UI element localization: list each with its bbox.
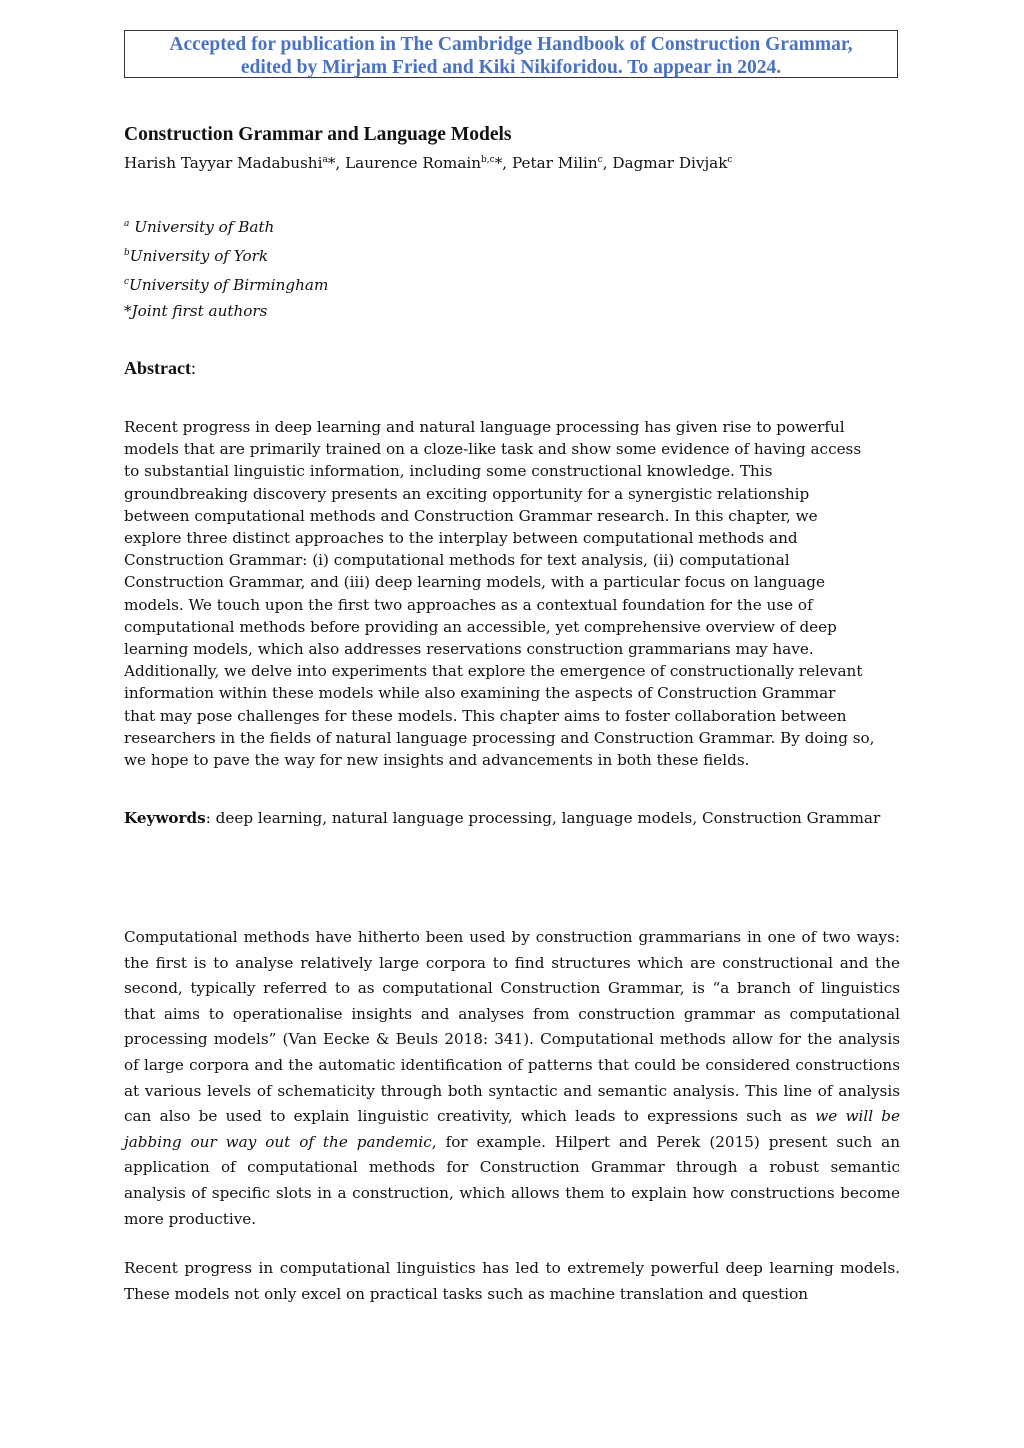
affiliation-text: University of Bath — [129, 218, 275, 236]
abstract-line: researchers in the fields of natural language processing and Construction Grammar. By doing so, — [124, 728, 875, 747]
paragraph-text: , for example. Hilpert and Perek (2015) present such an application of computational methods for Construction Grammar through a robust semantic analysis of specific slots in a construction, which allows them to explain how constructions become more productive. — [124, 1132, 901, 1228]
author-list — [124, 154, 732, 172]
abstract-line: Construction Grammar, and (iii) deep learning models, with a particular focus on language — [124, 573, 825, 592]
publication-notice-box — [124, 30, 898, 78]
abstract-colon: : — [190, 358, 196, 378]
abstract-line: information within these models while also examining the aspects of Construction Grammar — [124, 684, 836, 703]
author-name: Dagmar Divjak — [612, 154, 728, 172]
author-separator: , — [602, 154, 613, 172]
abstract-line: explore three distinct approaches to the interplay between computational methods and — [124, 529, 798, 548]
abstract-line: Construction Grammar: (i) computational methods for text analysis, (ii) computational — [124, 551, 790, 570]
abstract-line: models that are primarily trained on a cloze-like task and show some evidence of having access — [124, 440, 862, 459]
keywords — [124, 807, 900, 829]
joint-authors-note: *Joint first authors — [124, 302, 268, 320]
abstract-line: models. We touch upon the first two approaches as a contextual foundation for the use of — [124, 595, 813, 614]
abstract-line: Recent progress in deep learning and natural language processing has given rise to powerful — [124, 418, 845, 436]
author-name: Petar Milin — [511, 154, 598, 172]
affiliation-item — [124, 241, 328, 270]
italic-example: we will be jabbing our way out of the pandemic — [124, 1107, 900, 1151]
author-separator: *, — [494, 154, 512, 172]
affiliation-mark: b — [124, 248, 130, 258]
abstract-line: to substantial linguistic information, including some constructional knowledge. This — [124, 462, 773, 481]
paragraph-text: Computational methods have hitherto been used by construction grammarians in one of two ways: the first is to analyse relatively large corpora to find structures which are constructional and the second, typically referred to as computational Construction Grammar, is “a branch of linguistics that aims to operationalise insights and analyses from construction grammar as computational processing models” (Van Eecke & Beuls 2018: 341). Computational methods allow for the analysis of large corpora and the automatic identification of patterns that could be considered constructions at various levels of schematicity through both syntactic and semantic analysis. This line of analysis can also be used to explain linguistic creativity, which leads to expressions such as — [124, 928, 900, 1126]
body-paragraph-1 — [124, 925, 900, 1232]
affiliation-mark: a — [124, 219, 130, 229]
affiliation-mark: c — [124, 277, 130, 287]
publication-notice-line-2: edited by Mirjam Fried and Kiki Nikiforidou. To appear in 2024. — [240, 57, 782, 78]
publication-notice-line-1: Accepted for publication in The Cambridge Handbook of Construction Grammar, — [169, 34, 853, 55]
affiliation-text: University of York — [129, 247, 269, 265]
keywords-text: : deep learning, natural language processing, language models, Construction Grammar — [205, 809, 881, 827]
author-separator: *, — [327, 154, 346, 172]
author-name: Harish Tayyar Madabushi — [124, 154, 323, 172]
author-affiliation-mark: b,c — [481, 155, 495, 165]
abstract-line: we hope to pave the way for new insights and advancements in both these fields. — [124, 751, 750, 770]
abstract-line: between computational methods and Construction Grammar research. In this chapter, we — [124, 506, 818, 525]
abstract-line: groundbreaking discovery presents an exciting opportunity for a synergistic relationship — [124, 484, 810, 503]
keywords-label: Keywords — [124, 809, 206, 827]
abstract-label: Abstract — [124, 358, 191, 378]
author-affiliation-mark: c — [727, 155, 733, 165]
affiliation-list — [124, 212, 328, 328]
body-paragraph-2: Recent progress in computational linguistics has led to extremely powerful deep learning models. These models not only excel on practical tasks such as machine translation and question — [124, 1259, 900, 1303]
abstract-line: Additionally, we delve into experiments that explore the emergence of constructionally relevant — [124, 662, 863, 681]
affiliation-item — [124, 212, 328, 241]
affiliation-item — [124, 270, 328, 299]
paper-title: Construction Grammar and Language Models — [124, 124, 512, 145]
author-affiliation-mark: c — [597, 155, 603, 165]
abstract-line: computational methods before providing an accessible, yet comprehensive overview of deep — [124, 617, 837, 636]
abstract-line: learning models, which also addresses reservations construction grammarians may have. — [124, 640, 814, 659]
abstract-heading — [124, 358, 196, 379]
author-affiliation-mark: a — [322, 155, 328, 165]
affiliation-text: University of Birmingham — [129, 276, 329, 294]
abstract-text — [124, 416, 900, 771]
author-name: Laurence Romain — [345, 154, 482, 172]
abstract-line: that may pose challenges for these models. This chapter aims to foster collaboration between — [124, 706, 847, 725]
